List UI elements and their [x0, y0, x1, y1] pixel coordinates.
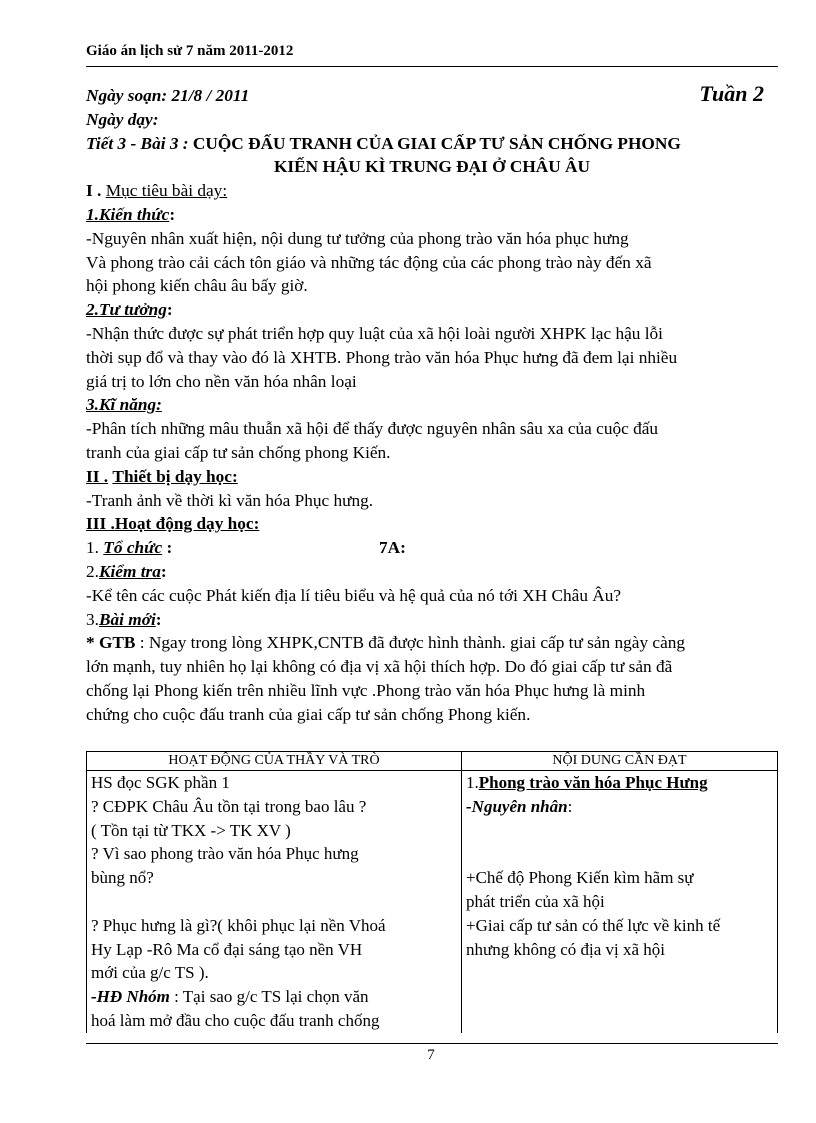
skill-heading	[86, 393, 778, 417]
section-3-title: Hoạt động dạy học:	[114, 514, 260, 534]
content-heading-text: Phong trào văn hóa Phục Hưng	[478, 773, 708, 792]
activity-line: ? Vì sao phong trào văn hóa Phục hưng	[91, 844, 359, 864]
class-label: 7A:	[379, 538, 406, 558]
table-row	[87, 771, 778, 1033]
group-activity-line	[91, 985, 457, 1009]
table-header-row	[87, 752, 778, 771]
content-line: +Giai cấp tư sản có thế lực về kinh tế	[466, 915, 721, 935]
activity-line: Hy Lạp -Rô Ma cổ đại sáng tạo nền VH	[91, 939, 363, 959]
lesson-title-1: CUỘC ĐẤU TRANH CỦA GIAI CẤP TƯ SẢN CHỐNG PHONG	[192, 133, 681, 153]
lesson-body	[86, 82, 778, 727]
activity-line: hoá làm mở đầu cho cuộc đấu tranh chống	[91, 1010, 380, 1030]
intro-line: chứng cho cuộc đấu tranh của giai cấp tư sản chống Phong kiến.	[86, 704, 531, 724]
knowledge-label: 1.Kiến thức	[86, 204, 170, 224]
org-colon: :	[162, 538, 173, 558]
activity-line: ? Phục hưng là gì?( khôi phục lại nền Vhoá	[91, 915, 386, 935]
page-number: 7	[427, 1047, 435, 1063]
cause-label-line: -Nguyên nhân:	[466, 796, 573, 816]
section-1-heading	[86, 179, 778, 203]
intro-line	[86, 631, 778, 655]
org-label: Tổ chức	[103, 538, 163, 558]
cause-label: -Nguyên nhân	[466, 796, 568, 816]
header-divider	[86, 66, 778, 67]
col-activity-header: HOẠT ĐỘNG CỦA THẦY VÀ TRÒ	[87, 752, 462, 771]
org-num: 1.	[86, 538, 99, 558]
check-question: -Kể tên các cuộc Phát kiến địa lí tiêu biểu và hệ quả của nó tới XH Châu Âu?	[86, 585, 622, 605]
thought-line: -Nhận thức được sự phát triển hợp quy luật của xã hội loài người XHPK lạc hậu lỗi	[86, 323, 663, 343]
activity-line: ? CĐPK Châu Âu tồn tại trong bao lâu ?	[91, 796, 367, 816]
equipment-line: -Tranh ảnh về thời kì văn hóa Phục hưng.	[86, 490, 374, 510]
teach-date: Ngày dạy:	[86, 109, 159, 129]
section-2-title: Thiết bị dạy học:	[112, 466, 238, 486]
lesson-activity-table	[86, 751, 778, 1033]
section-2-heading	[86, 465, 778, 489]
group-label: -HĐ Nhóm	[91, 987, 170, 1007]
lesson-prefix: Tiết 3 - Bài 3 :	[86, 133, 189, 153]
activity-cell	[87, 771, 462, 1033]
new-label: Bài mới	[98, 609, 156, 629]
lesson-title-2: KIẾN HẬU KÌ TRUNG ĐẠI Ở CHÂU ÂU	[273, 157, 591, 177]
section-2-num: II .	[86, 466, 109, 486]
group-text: : Tại sao g/c TS lại chọn văn	[169, 987, 369, 1007]
intro-line: lớn mạnh, tuy nhiên họ lại không có địa vị xã hội thích hợp. Do đó giai cấp tư sản đã	[86, 657, 673, 677]
activity-line: HS đọc SGK phần 1	[91, 773, 230, 792]
content-heading-num: 1.	[466, 773, 479, 792]
thought-line: thời sụp đổ và thay vào đó là XHTB. Phong trào văn hóa Phục hưng đã đem lại nhiều	[86, 347, 678, 367]
skill-line: tranh của giai cấp tư sản chống phong Kiến.	[86, 442, 391, 462]
knowledge-line: Và phong trào cải cách tôn giáo và những tác động của các phong trào này đến xã	[86, 252, 652, 272]
skill-line: -Phân tích những mâu thuẫn xã hội để thấy được nguyên nhân sâu xa của cuộc đấu	[86, 419, 659, 439]
thought-heading: 2.Tư tưởng:	[86, 300, 173, 320]
section-1-num: I .	[86, 181, 102, 201]
skill-label: 3.Kĩ năng:	[86, 395, 162, 415]
check-num: 2.	[86, 561, 99, 581]
check-heading: 2.Kiểm tra:	[86, 561, 167, 581]
footer-divider	[86, 1043, 778, 1044]
section-1-title: Mục tiêu bài dạy:	[105, 181, 228, 201]
activity-line: bùng nổ?	[91, 868, 154, 888]
section-3-num: III .	[86, 514, 115, 534]
content-line: +Chế độ Phong Kiến kìm hãm sự	[466, 868, 694, 888]
thought-line: giá trị to lớn cho nền văn hóa nhân loại	[86, 371, 357, 391]
thought-label: 2.Tư tưởng	[86, 300, 167, 320]
gtb-label: * GTB	[86, 633, 136, 653]
section-3-heading	[86, 512, 778, 536]
new-lesson-heading: 3.Bài mới:	[86, 609, 162, 629]
lesson-title-row	[86, 132, 778, 156]
date-row	[86, 82, 778, 108]
check-label: Kiểm tra	[98, 561, 161, 581]
running-header: Giáo án lịch sử 7 năm 2011-2012	[86, 43, 294, 59]
content-line: phát triển của xã hội	[466, 891, 605, 911]
knowledge-heading: 1.Kiến thức:	[86, 204, 176, 224]
content-cell	[462, 771, 778, 1033]
prepare-date: Ngày soạn: 21/8 / 2011	[86, 86, 250, 105]
week-label: Tuần 2	[699, 81, 764, 106]
knowledge-line: -Nguyên nhân xuất hiện, nội dung tư tưởng của phong trào văn hóa phục hưng	[86, 228, 629, 248]
organization-row	[86, 536, 778, 560]
content-heading	[466, 771, 773, 795]
activity-line: mới của g/c TS ).	[91, 963, 209, 983]
knowledge-line: hội phong kiến châu âu bấy giờ.	[86, 276, 308, 296]
intro-line: chống lại Phong kiến trên nhiều lĩnh vực .Phong trào văn hóa Phục hưng là minh	[86, 680, 646, 700]
new-num: 3.	[86, 609, 99, 629]
gtb-text: : Ngay trong lòng XHPK,CNTB đã được hình thành. giai cấp tư sản ngày càng	[135, 633, 686, 653]
content-line: nhưng không có địa vị xã hội	[466, 939, 666, 959]
col-content-header: NỘI DUNG CẦN ĐẠT	[462, 752, 778, 771]
activity-line: ( Tồn tại từ TKX -> TK XV )	[91, 820, 291, 840]
